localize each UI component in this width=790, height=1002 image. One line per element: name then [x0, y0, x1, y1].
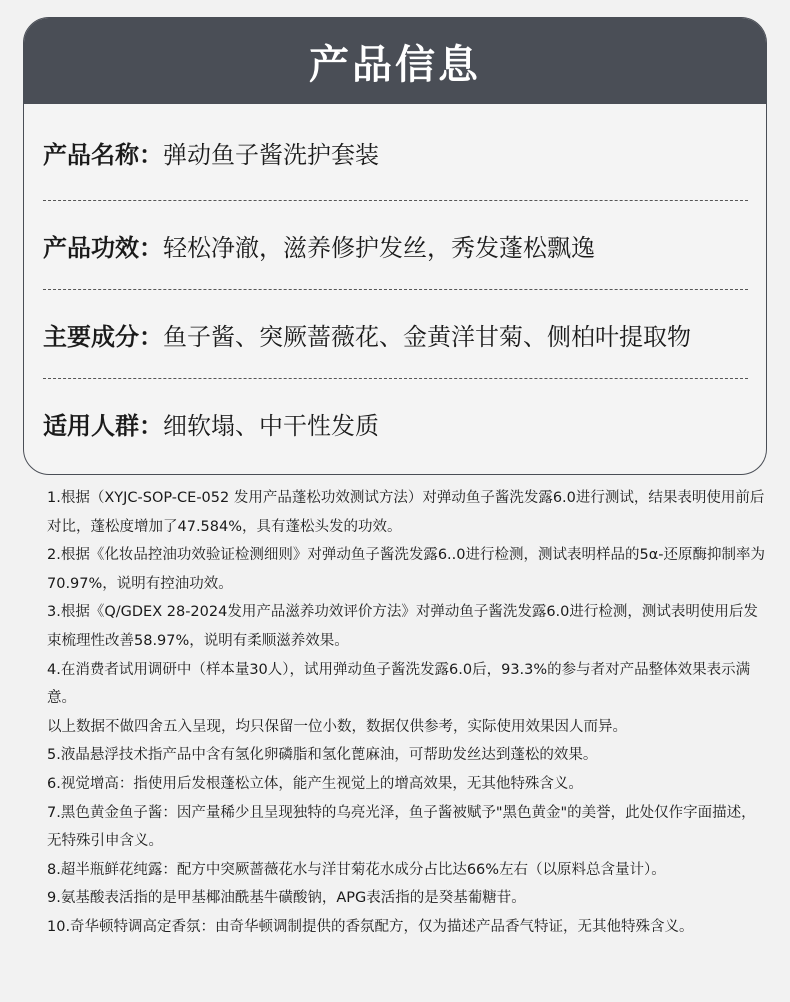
- info-row-efficacy: [43, 201, 748, 289]
- row-label: 适用人群：: [43, 411, 163, 440]
- footnote: 3.根据《Q/GDEX 28-2024发用产品滋养功效评价方法》对弹动鱼子酱洗发露6.0进行检测，测试表明使用后发束梳理性改善58.97%，说明有柔顺滋养效果。: [47, 604, 758, 649]
- footnote: 7.黑色黄金鱼子酱：因产量稀少且呈现独特的乌亮光泽，鱼子酱被赋予"黑色黄金"的美誉，此处仅作字面描述，无特殊引申含义。: [47, 804, 756, 850]
- row-label: 产品功效：: [43, 233, 163, 262]
- info-rows: [24, 104, 766, 467]
- product-info-card: [23, 17, 767, 475]
- row-label: 产品名称：: [43, 140, 163, 169]
- footnote: 6.视觉增高：指使用后发根蓬松立体，能产生视觉上的增高效果，无其他特殊含义。: [47, 775, 583, 792]
- footnote: 5.液晶悬浮技术指产品中含有氢化卵磷脂和氢化蓖麻油，可帮助发丝达到蓬松的效果。: [47, 747, 598, 764]
- row-value: 鱼子酱、突厥蔷薇花、金黄洋甘菊、侧柏叶提取物: [163, 322, 691, 351]
- row-value: 轻松净澈，滋养修护发丝，秀发蓬松飘逸: [163, 233, 595, 262]
- info-row-ingredients: [43, 290, 748, 378]
- card-header: [24, 18, 766, 104]
- row-label: 主要成分：: [43, 322, 163, 351]
- footnote: 以上数据不做四舍五入呈现，均只保留一位小数，数据仅供参考，实际使用效果因人而异。: [47, 718, 627, 735]
- info-row-suitable: [43, 379, 748, 467]
- footnote: 1.根据（XYJC-SOP-CE-052 发用产品蓬松功效测试方法）对弹动鱼子酱洗发露6.0进行测试，结果表明使用前后对比，蓬松度增加了47.584%，具有蓬松头发的功效。: [47, 490, 765, 535]
- row-value: 弹动鱼子酱洗护套装: [163, 140, 379, 169]
- card-title: 产品信息: [309, 41, 481, 88]
- footnote: 9.氨基酸表活指的是甲基椰油酰基牛磺酸钠，APG表活指的是癸基葡糖苷。: [47, 890, 526, 907]
- footnotes: [47, 484, 767, 942]
- footnote: 8.超半瓶鲜花纯露：配方中突厥蔷薇花水与洋甘菊花水成分占比达66%左右（以原料总含量计）。: [47, 861, 666, 878]
- row-value: 细软塌、中干性发质: [163, 411, 379, 440]
- info-row-name: [43, 104, 748, 200]
- footnote: 2.根据《化妆品控油功效验证检测细则》对弹动鱼子酱洗发露6..0进行检测，测试表明样品的5α-还原酶抑制率为70.97%，说明有控油功效。: [47, 547, 766, 592]
- footnote: 10.奇华顿特调高定香氛：由奇华顿调制提供的香氛配方，仅为描述产品香气特证，无其他特殊含义。: [47, 918, 694, 935]
- footnote: 4.在消费者试用调研中（样本量30人），试用弹动鱼子酱洗发露6.0后，93.3%的参与者对产品整体效果表示满意。: [47, 661, 751, 707]
